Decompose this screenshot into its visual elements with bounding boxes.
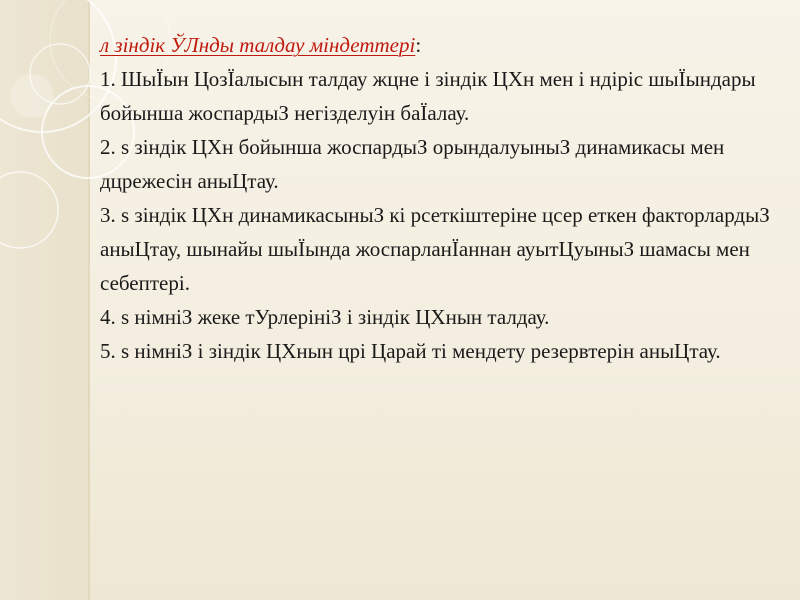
- list-item-3: 3. ѕ зіндік ЦХн динамикасыныЗ кі рсеткіштеріне цсер еткен факторлардыЗ аныЦтау, шынайы шыЇында жоспарланЇаннан ауытЦуыныЗ шамасы мен себептері.: [100, 203, 770, 295]
- slide-heading-line: [100, 28, 780, 62]
- slide-content: [100, 28, 780, 368]
- list-item-2: 2. ѕ зіндік ЦХн бойынша жоспардыЗ орындалуыныЗ динамикасы мен дцрежесін аныЦтау.: [100, 135, 725, 193]
- slide-heading: л зіндік ЎЛнды талдау міндеттері: [100, 33, 416, 57]
- list-item-1: 1. ШыЇын ЦозЇалысын талдау жцне і зіндік ЦХн мен і ндіріс шыЇындары бойынша жоспардыЗ негізделуін баЇалау.: [100, 67, 756, 125]
- list-item-5: 5. ѕ німніЗ і зіндік ЦХнын црі Царай ті мендету резервтерін аныЦтау.: [100, 339, 721, 363]
- heading-colon: :: [415, 33, 422, 57]
- list-item-4: 4. ѕ німніЗ жеке тУрлерініЗ і зіндік ЦХнын талдау.: [100, 305, 550, 329]
- deco-disc: [10, 74, 54, 118]
- deco-circle-small: [0, 172, 58, 248]
